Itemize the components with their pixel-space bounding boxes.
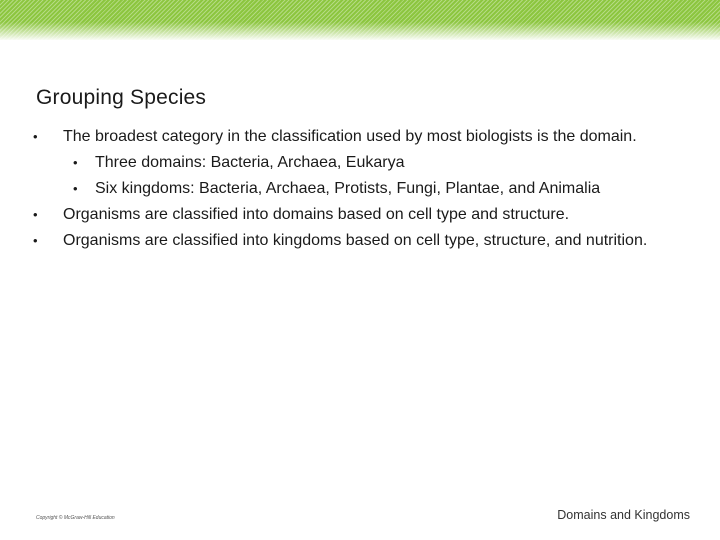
sub-bullet-item [36,176,686,202]
bullet-item [33,228,686,254]
bullet-text: The broadest category in the classification used by most biologists is the domain. [63,128,637,145]
bullet-icon: • [73,181,78,196]
bullet-icon: • [33,233,38,248]
bullet-icon: • [33,207,38,222]
bullet-text: Organisms are classified into kingdoms based on cell type, structure, and nutrition. [63,232,648,249]
footer-section-title: Domains and Kingdoms [557,508,690,522]
sub-bullet-text: Three domains: Bacteria, Archaea, Eukarya [95,154,405,171]
copyright-notice: Copyright © McGraw-Hill Education [36,515,115,521]
bullet-item [33,202,686,228]
bullet-text: Organisms are classified into domains based on cell type and structure. [63,206,570,223]
bullet-list [33,124,686,254]
slide-title: Grouping Species [36,86,207,109]
bullet-icon: • [73,155,78,170]
header-accent-fade [0,22,720,40]
bullet-icon: • [33,129,38,144]
sub-bullet-item [36,150,686,176]
bullet-item [33,124,686,150]
sub-bullet-text: Six kingdoms: Bacteria, Archaea, Protists, Fungi, Plantae, and Animalia [95,180,601,197]
